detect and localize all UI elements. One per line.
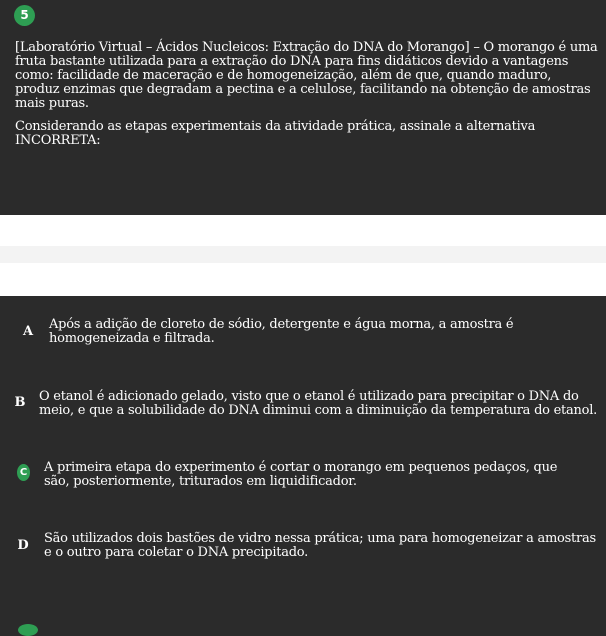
content-band-top bbox=[0, 215, 606, 246]
content-band-middle bbox=[0, 246, 606, 263]
alternative-text-d: São utilizados dois bastões de vidro nessa prática; uma para homogeneizar a amostras e o outro para coletar o DNA precipitado. bbox=[44, 531, 596, 560]
alternative-letter-c-selected: C bbox=[17, 464, 30, 481]
alternative-text-b: O etanol é adicionado gelado, visto que o etanol é utilizado para precipitar o DNA do meio, e que a solubilidade do DNA diminui com a diminuição da temperatura do etanol. bbox=[39, 389, 598, 418]
alternative-letter-b: B bbox=[14, 395, 26, 410]
alternative-b[interactable] bbox=[0, 390, 606, 422]
alternative-d[interactable] bbox=[0, 532, 606, 564]
alternative-text-a: Após a adição de cloreto de sódio, detergente e água morna, a amostra é homogeneizada e filtrada. bbox=[49, 317, 514, 346]
next-question-badge bbox=[18, 624, 38, 636]
question-instruction: Considerando as etapas experimentais da atividade prática, assinale a alternativa INCORRETA: bbox=[15, 119, 536, 148]
alternative-letter-a: A bbox=[22, 324, 34, 339]
alternative-a[interactable] bbox=[0, 318, 606, 354]
alternative-text-c: A primeira etapa do experimento é cortar o morango em pequenos pedaços, que são, posteriormente, triturados em liquidificador. bbox=[44, 460, 558, 489]
question-stem: [Laboratório Virtual – Ácidos Nucleicos: Extração do DNA do Morango] – O morango é uma fruta bastante utilizada para a extração do DNA para fins didáticos devido a vantagens como: facilidade de maceração e de homogeneização, além de que, quando maduro, produz enzimas que degradam a pectina e a celulose, facilitando na obtenção de amostras mais puras. bbox=[15, 40, 598, 111]
content-band-bottom bbox=[0, 263, 606, 296]
alternative-c[interactable] bbox=[0, 461, 606, 493]
alternative-letter-d: D bbox=[17, 538, 29, 553]
question-number-badge: 5 bbox=[14, 5, 35, 26]
